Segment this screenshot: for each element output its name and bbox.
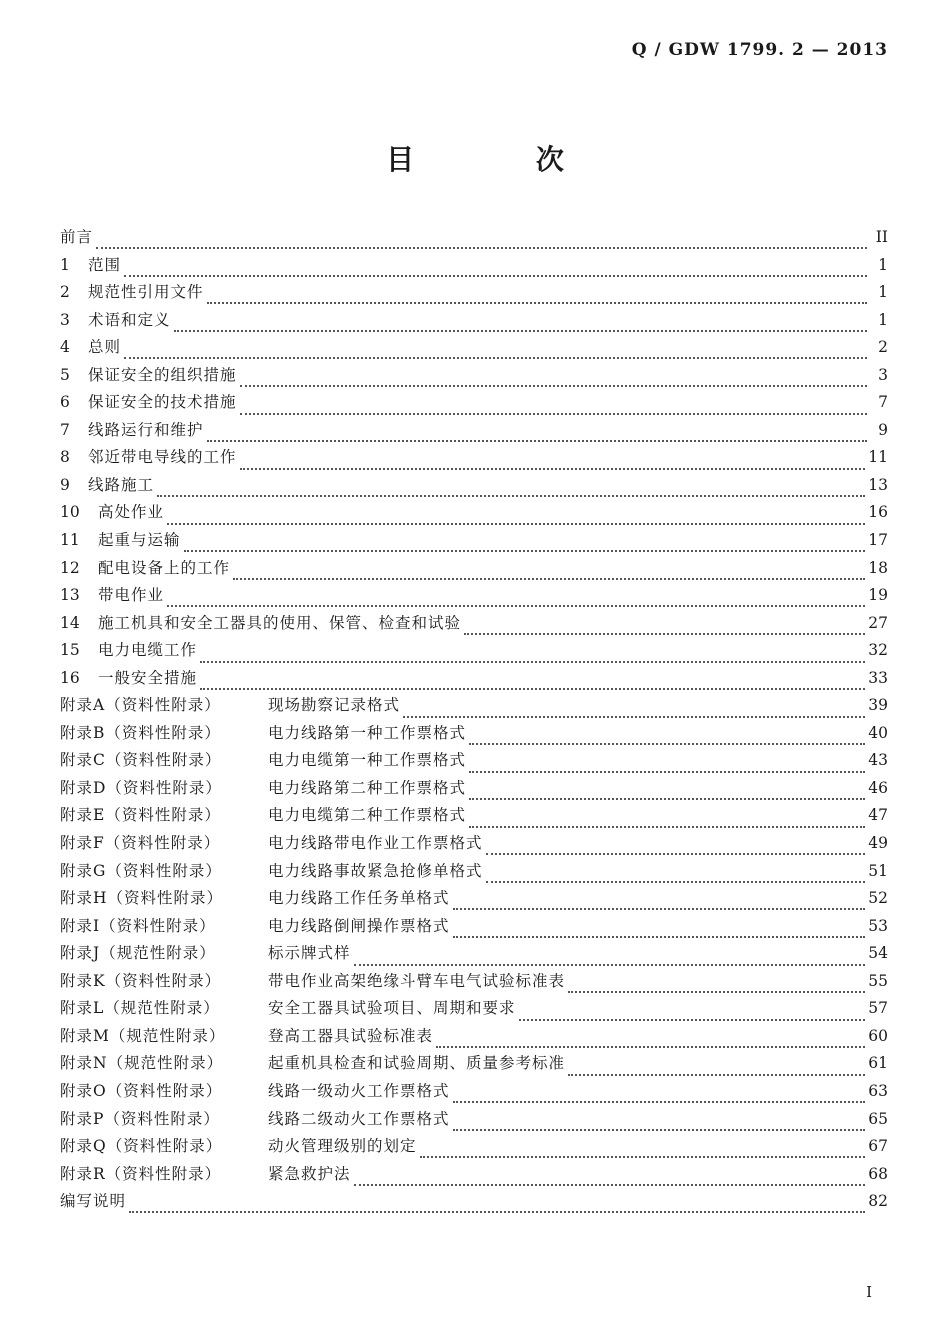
appendix-label: 登高工器具试验标准表 — [268, 1026, 434, 1045]
leader-dots — [207, 285, 867, 304]
toc-entry-number: 6 — [60, 393, 70, 412]
appendix-page: 39 — [868, 696, 888, 715]
toc-entry-page: 19 — [868, 586, 888, 605]
appendix-page: 60 — [868, 1026, 888, 1045]
appendix-label: 安全工器具试验项目、周期和要求 — [268, 999, 516, 1018]
appendix-label: 起重机具检查和试验周期、质量参考标准 — [268, 1054, 566, 1073]
toc-entry[interactable] — [60, 362, 888, 390]
appendix-page: 54 — [868, 944, 888, 963]
appendix-id: 附录L（规范性附录） — [60, 999, 220, 1018]
toc-entry-number: 15 — [60, 641, 80, 660]
toc-entry-page: 33 — [868, 668, 888, 687]
appendix-entry[interactable] — [60, 885, 888, 913]
leader-dots — [167, 506, 865, 525]
appendix-entry[interactable] — [60, 830, 888, 858]
appendix-entry[interactable] — [60, 858, 888, 886]
toc-entry-page: 1 — [878, 283, 888, 302]
toc-entry[interactable] — [60, 307, 888, 335]
appendix-label: 标示牌式样 — [268, 944, 351, 963]
toc-entry-number: 10 — [60, 503, 80, 522]
toc-entry-page: 18 — [868, 558, 888, 577]
appendix-id: 附录D（资料性附录） — [60, 778, 222, 797]
toc-entry-page: 27 — [868, 613, 888, 632]
table-of-contents — [60, 224, 888, 1216]
appendix-id: 附录Q（资料性附录） — [60, 1137, 223, 1156]
leader-dots — [233, 561, 865, 580]
leader-dots — [453, 1112, 866, 1131]
appendix-page: 68 — [868, 1164, 888, 1183]
leader-dots — [486, 864, 866, 883]
toc-entry[interactable] — [60, 637, 888, 665]
toc-entry-label: 保证安全的组织措施 — [88, 365, 237, 384]
toc-entry-label: 起重与运输 — [98, 531, 181, 550]
toc-entry-label: 总则 — [88, 338, 122, 357]
appendix-page: 55 — [868, 971, 888, 990]
appendix-label: 紧急救护法 — [268, 1164, 351, 1183]
appendix-page: 67 — [868, 1137, 888, 1156]
appendix-entry[interactable] — [60, 995, 888, 1023]
toc-entry[interactable] — [60, 444, 888, 472]
appendix-id: 附录B（资料性附录） — [60, 723, 221, 742]
toc-entry-page: 11 — [868, 448, 888, 467]
appendix-page: 57 — [868, 999, 888, 1018]
toc-entry-number: 14 — [60, 613, 80, 632]
appendix-entry[interactable] — [60, 1106, 888, 1134]
appendix-entry[interactable] — [60, 1133, 888, 1161]
leader-dots — [354, 946, 866, 965]
toc-entry-label: 一般安全措施 — [98, 668, 198, 687]
toc-entry-page: 32 — [868, 641, 888, 660]
page-title: 目 次 — [386, 143, 620, 176]
leader-dots — [464, 616, 865, 635]
toc-entry-page: 17 — [868, 531, 888, 550]
toc-entry-label: 编写说明 — [60, 1192, 127, 1211]
leader-dots — [207, 423, 867, 442]
appendix-page: 40 — [868, 723, 888, 742]
leader-dots — [453, 891, 866, 910]
appendix-label: 电力电缆第一种工作票格式 — [268, 751, 467, 770]
appendix-entry[interactable] — [60, 775, 888, 803]
leader-dots — [453, 919, 866, 938]
toc-entry-number: 8 — [60, 448, 70, 467]
toc-entry-page: 82 — [868, 1192, 888, 1211]
toc-entry-label: 带电作业 — [98, 586, 165, 605]
leader-dots — [486, 836, 866, 855]
appendix-page: 53 — [868, 916, 888, 935]
appendix-label: 电力线路工作任务单格式 — [268, 889, 450, 908]
leader-dots — [469, 754, 865, 773]
appendix-page: 49 — [868, 834, 888, 853]
toc-entry-label: 规范性引用文件 — [88, 283, 204, 302]
toc-entry[interactable] — [60, 472, 888, 500]
appendix-label: 电力线路第二种工作票格式 — [268, 778, 467, 797]
leader-dots — [453, 1084, 866, 1103]
leader-dots — [240, 451, 866, 470]
leader-dots — [354, 1167, 866, 1186]
toc-entry-number: 7 — [60, 420, 70, 439]
toc-entry-page: 13 — [868, 475, 888, 494]
leader-dots — [420, 1139, 866, 1158]
appendix-page: 52 — [868, 889, 888, 908]
toc-entry[interactable] — [60, 499, 888, 527]
toc-entry-number: 3 — [60, 310, 70, 329]
toc-entry-label: 线路施工 — [88, 475, 155, 494]
toc-entry-page: 1 — [878, 310, 888, 329]
appendix-label: 电力线路带电作业工作票格式 — [268, 834, 483, 853]
leader-dots — [200, 643, 865, 662]
appendix-label: 电力线路倒闸操作票格式 — [268, 916, 450, 935]
leader-dots — [519, 1002, 866, 1021]
appendix-label: 动火管理级别的划定 — [268, 1137, 417, 1156]
appendix-id: 附录E（资料性附录） — [60, 806, 221, 825]
toc-entry[interactable] — [60, 582, 888, 610]
appendix-id: 附录G（资料性附录） — [60, 861, 222, 880]
appendix-id: 附录I（资料性附录） — [60, 916, 216, 935]
toc-entry[interactable] — [60, 279, 888, 307]
toc-entry[interactable] — [60, 417, 888, 445]
appendix-label: 现场勘察记录格式 — [268, 696, 401, 715]
appendix-id: 附录R（资料性附录） — [60, 1164, 222, 1183]
appendix-entry[interactable] — [60, 968, 888, 996]
toc-entry[interactable] — [60, 252, 888, 280]
appendix-id: 附录P（资料性附录） — [60, 1109, 220, 1128]
toc-entry-label: 前言 — [60, 228, 94, 246]
leader-dots — [124, 258, 867, 277]
toc-entry-number: 5 — [60, 365, 70, 384]
appendix-label: 电力线路第一种工作票格式 — [268, 723, 467, 742]
appendix-id: 附录A（资料性附录） — [60, 696, 221, 715]
toc-entry-number: 2 — [60, 283, 70, 302]
leader-dots — [157, 478, 865, 497]
leader-dots — [436, 1029, 865, 1048]
appendix-id: 附录H（资料性附录） — [60, 889, 224, 908]
toc-entry-page: 9 — [878, 420, 888, 439]
toc-entry-label: 高处作业 — [98, 503, 165, 522]
toc-entry-closing[interactable] — [60, 1188, 888, 1216]
appendix-entry[interactable] — [60, 1050, 888, 1078]
leader-dots — [129, 1194, 865, 1213]
leader-dots — [469, 726, 865, 745]
appendix-id: 附录N（规范性附录） — [60, 1054, 224, 1073]
footer-page-number: I — [866, 1283, 872, 1301]
appendix-entry[interactable] — [60, 747, 888, 775]
toc-entry-page: II — [875, 228, 888, 246]
toc-entry-page: 1 — [878, 255, 888, 274]
appendix-label: 带电作业高架绝缘斗臂车电气试验标准表 — [268, 971, 566, 990]
toc-entry-page: 16 — [868, 503, 888, 522]
appendix-label: 电力线路事故紧急抢修单格式 — [268, 861, 483, 880]
appendix-page: 47 — [868, 806, 888, 825]
appendix-entry[interactable] — [60, 1161, 888, 1189]
standard-code: Q / GDW 1799. 2 — 2013 — [631, 40, 888, 60]
toc-entry-label: 电力电缆工作 — [98, 641, 198, 660]
toc-entry-label: 邻近带电导线的工作 — [88, 448, 237, 467]
toc-entry[interactable] — [60, 224, 888, 252]
toc-entry-label: 施工机具和安全工器具的使用、保管、检查和试验 — [98, 613, 462, 632]
appendix-id: 附录O（资料性附录） — [60, 1081, 223, 1100]
toc-entry[interactable] — [60, 527, 888, 555]
toc-entry-page: 3 — [878, 365, 888, 384]
toc-entry-label: 配电设备上的工作 — [98, 558, 231, 577]
toc-entry-number: 1 — [60, 255, 70, 274]
appendix-page: 43 — [868, 751, 888, 770]
appendix-entry[interactable] — [60, 802, 888, 830]
appendix-id: 附录F（资料性附录） — [60, 834, 221, 853]
toc-entry-number: 9 — [60, 475, 70, 494]
leader-dots — [568, 1057, 865, 1076]
leader-dots — [568, 974, 865, 993]
appendix-entry[interactable] — [60, 913, 888, 941]
appendix-id: 附录C（资料性附录） — [60, 751, 222, 770]
leader-dots — [96, 230, 867, 249]
appendix-page: 61 — [868, 1054, 888, 1073]
toc-entry[interactable] — [60, 334, 888, 362]
toc-entry-label: 保证安全的技术措施 — [88, 393, 237, 412]
toc-entry[interactable] — [60, 610, 888, 638]
toc-entry-page: 7 — [878, 393, 888, 412]
leader-dots — [469, 809, 865, 828]
appendix-page: 46 — [868, 778, 888, 797]
leader-dots — [240, 396, 867, 415]
toc-entry-number: 13 — [60, 586, 80, 605]
appendix-label: 线路二级动火工作票格式 — [268, 1109, 450, 1128]
appendix-id: 附录M（规范性附录） — [60, 1026, 226, 1045]
toc-entry-number: 11 — [60, 531, 80, 550]
appendix-entry[interactable] — [60, 1078, 888, 1106]
toc-entry-number: 12 — [60, 558, 80, 577]
appendix-id: 附录J（规范性附录） — [60, 944, 216, 963]
appendix-label: 线路一级动火工作票格式 — [268, 1081, 450, 1100]
appendix-page: 65 — [868, 1109, 888, 1128]
appendix-entry[interactable] — [60, 720, 888, 748]
toc-entry[interactable] — [60, 665, 888, 693]
leader-dots — [403, 699, 865, 718]
toc-entry-label: 术语和定义 — [88, 310, 171, 329]
leader-dots — [200, 671, 865, 690]
leader-dots — [184, 533, 866, 552]
appendix-page: 63 — [868, 1081, 888, 1100]
appendix-label: 电力电缆第二种工作票格式 — [268, 806, 467, 825]
appendix-entry[interactable] — [60, 940, 888, 968]
leader-dots — [469, 781, 865, 800]
leader-dots — [124, 340, 867, 359]
toc-entry[interactable] — [60, 389, 888, 417]
toc-entry-number: 16 — [60, 668, 80, 687]
toc-entry-number: 4 — [60, 338, 70, 357]
appendix-id: 附录K（资料性附录） — [60, 971, 222, 990]
leader-dots — [240, 368, 867, 387]
leader-dots — [174, 313, 867, 332]
toc-entry-label: 线路运行和维护 — [88, 420, 204, 439]
toc-entry[interactable] — [60, 555, 888, 583]
toc-entry-label: 范围 — [88, 255, 122, 274]
leader-dots — [167, 588, 865, 607]
appendix-page: 51 — [868, 861, 888, 880]
toc-entry-page: 2 — [878, 338, 888, 357]
appendix-entry[interactable] — [60, 692, 888, 720]
appendix-entry[interactable] — [60, 1023, 888, 1051]
